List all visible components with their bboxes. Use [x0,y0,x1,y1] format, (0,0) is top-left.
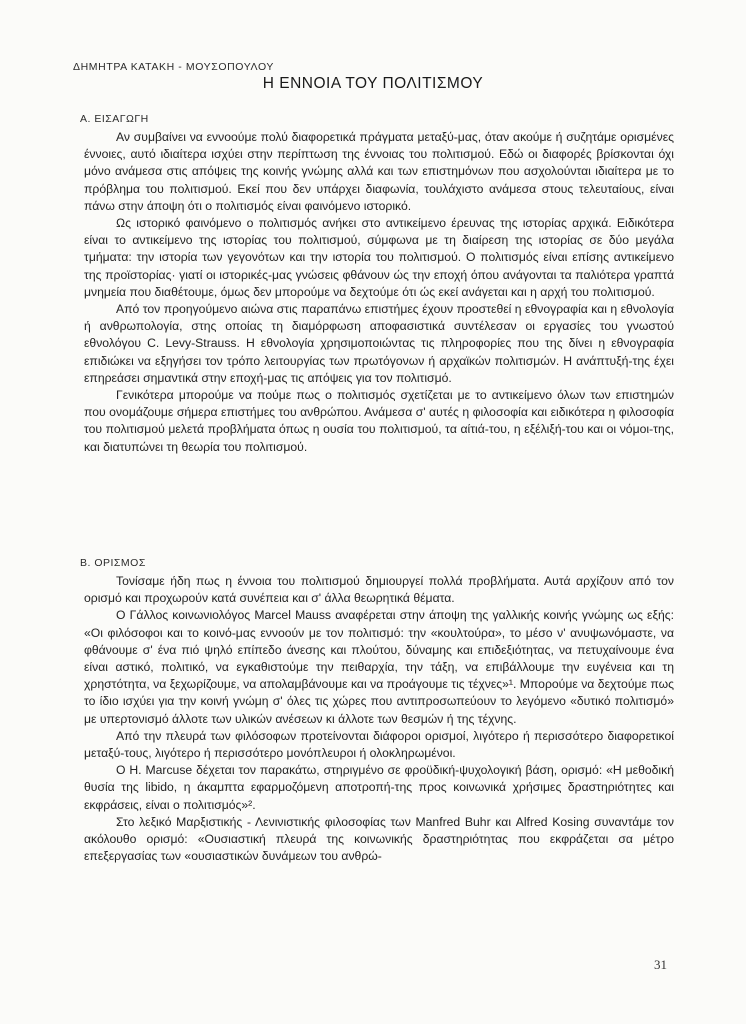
paragraph: Από τον προηγούμενο αιώνα στις παραπάνω επιστήμες έχουν προστεθεί η εθνογραφία και η εθνολογία ή ανθρωπολογία, στης οποίας τη διαμόρφωση αποφασιστικά συντέλεσαν οι εργασίες του γνωστού εθνολόγου C. Levy-Strauss. Η εθνολογία χρησιμοποιώντας τις πληροφορίες που της δίνει η εθνογραφία επιδιώκει να εξηγήσει τον τρόπο λειτουργίας των πρωτόγονων ή αρχαϊκών πολιτισμών. Η ανάπτυξή-της έχει επηρεάσει σημαντικά στην εποχή-μας τις απόψεις για τον πολιτισμό. [84,302,674,385]
paragraph: Ο H. Marcuse δέχεται τον παρακάτω, στηριγμένο σε φροϋδική-ψυχολογική βάση, ορισμό: «Η μεθοδική θυσία της libido, η άκαμπτα εφαρμοζόμενη αποτροπή-της προς κοινωνικά χρήσιμες δραστηριότητες και εκφράσεις, είναι ο πολιτισμός»². [84,763,674,812]
paragraph: Στο λεξικό Μαρξιστικής - Λενινιστικής φιλοσοφίας των Manfred Buhr και Alfred Kosing συναντάμε τον ακόλουθο ορισμό: «Ουσιαστική πλευρά της κοινωνικής δραστηριότητας που εκφράζεται σα μέτρο επεξεργασίας των «ουσιαστικών δυνάμεων του ανθρώ- [84,814,674,864]
paragraph: Γενικότερα μπορούμε να πούμε πως ο πολιτισμός σχετίζεται με το αντικείμενο όλων των επιστημών που ονομάζουμε σήμερα επιστήμες του ανθρώπου. Ανάμεσα σ' αυτές η φιλοσοφία και ειδικότερα η φιλοσοφία του πολιτισμού μελετά προβλήματα όπως η ουσία του πολιτισμού, τα αίτιά-του, η εξέλιξή-του και οι νόμοι-της, και διατυπώνει τη θεωρία του πολιτισμού. [84,388,674,454]
section-a-heading: Α. ΕΙΣΑΓΩΓΗ [80,113,149,125]
paragraph: Αν συμβαίνει να εννοούμε πολύ διαφορετικά πράγματα μεταξύ-μας, όταν ακούμε ή συζητάμε ορισμένες έννοιες, αυτό ιδιαίτερα ισχύει στην περίπτωση της έννοιας του πολιτισμού. Εδώ οι διαφορές βρίσκονται όχι μόνο ανάμεσα στις απόψεις της κοινής γνώμης αλλά και των επιστημόνων που ασχολούνται ιδιαίτερα με το πρόβλημα του πολιτισμού. Εκεί που δεν υπάρχει διαφωνία, τουλάχιστο ανάμεσα στους τελευταίους, είναι πάνω στην άποψη ότι ο πολιτισμός είναι φαινόμενο ιστορικό. [84,130,674,213]
page-title: Η ΕΝΝΟΙΑ ΤΟΥ ΠΟΛΙΤΙΣΜΟΥ [262,75,484,92]
section-b-heading: Β. ΟΡΙΣΜΟΣ [80,557,146,569]
paragraph: Από την πλευρά των φιλόσοφων προτείνονται διάφοροι ορισμοί, λιγότερο ή περισσότερο διαφορετικοί μεταξύ-τους, λιγότερο ή περισσότερο μονόπλευροι ή ολοκληρωμένοι. [84,728,674,761]
section-a-body [84,129,674,456]
page-number: 31 [654,957,667,972]
paragraph: Τονίσαμε ήδη πως η έννοια του πολιτισμού δημιουργεί πολλά προβλήματα. Αυτά αρχίζουν από τον ορισμό και προχωρούν κατά συνέπεια και σ' άλλα θεωρητικά θέματα. [84,574,674,606]
paragraph: Ως ιστορικό φαινόμενο ο πολιτισμός ανήκει στο αντικείμενο έρευνας της ιστορίας αρχικά. Ειδικότερα είναι το αντικείμενο της ιστορίας του πολιτισμού, σύμφωνα με τη διαίρεση της ιστορίας σε δύο μεγάλα τμήματα: την ιστορία των γεγονότων και την ιστορία του πολιτισμού. Ο πολιτισμός είναι επίσης αντικείμενο της προϊστορίας· γιατί οι ιστορικές-μας γνώσεις φθάνουν ώς την εποχή όπου ανάγονται τα παλιότερα γραπτά μνημεία που διαθέτουμε, όμως δεν μπορούμε να δεχτούμε ότι ώς εκεί ανάγεται και η αρχή του πολιτισμού. [84,216,674,299]
section-b-body [84,573,674,865]
author-line: ΔΗΜΗΤΡΑ ΚΑΤΑΚΗ - ΜΟΥΣΟΠΟΥΛΟΥ [73,61,274,73]
paragraph: Ο Γάλλος κοινωνιολόγος Marcel Mauss αναφέρεται στην άποψη της γαλλικής κοινής γνώμης ως εξής: «Οι φιλόσοφοι και το κοινό-μας εννοούν με τον πολιτισμό: την «κουλτούρα», το μέσο ν' ανυψωνόμαστε, να φθάνουμε σ' ένα πιό ψηλό επίπεδο άνεσης και πλούτου, δύναμης και επιδεξιότητας, να πετυχαίνουμε ένα είναι αστικό, πολιτικό, να εγκαθιστούμε την πειθαρχία, την τάξη, να επιβάλλουμε την ευγένεια και τη χρηστότητα, να ξεχωρίζουμε, να απολαμβάνουμε και να προάγουμε τις τέχνες»¹. Μπορούμε να δεχτούμε πως το ίδιο ισχύει για την κοινή γνώμη σ' όλες τις χώρες που αντιπροσωπεύουν το λεγόμενο «δυτικό πολιτισμό» με υπερτονισμό άλλοτε των υλικών ανέσεων κι άλλοτε των θεσμών ή της τέχνης. [84,608,674,726]
